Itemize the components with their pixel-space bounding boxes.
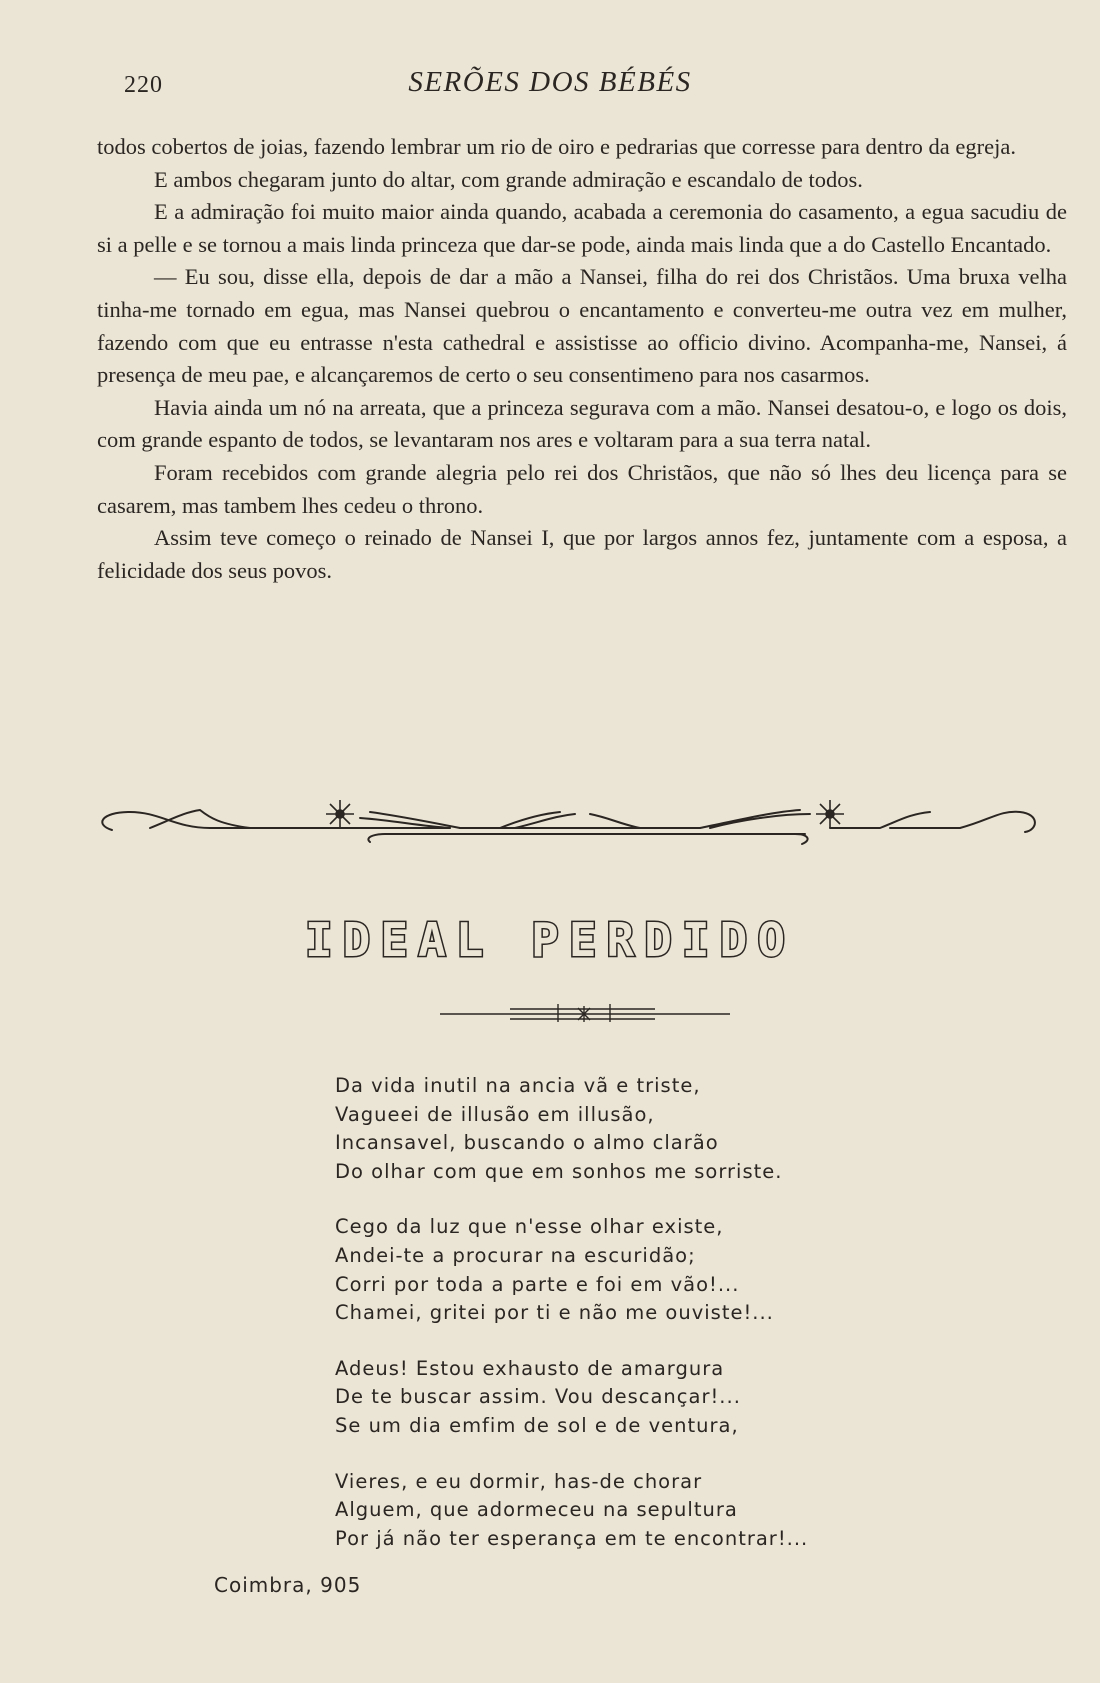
verse-line: De te buscar assim. Vou descançar!... [335, 1385, 741, 1409]
page-number: 220 [124, 72, 163, 98]
verse-line: Do olhar com que em sonhos me sorriste. [335, 1159, 783, 1183]
running-head [0, 66, 1100, 106]
stanza [335, 1072, 808, 1186]
stanza [335, 1355, 808, 1441]
verse-line: Vagueei de illusão em illusão, [335, 1102, 655, 1126]
running-title: SERÕES DOS BÉBÉS [408, 66, 692, 98]
flourish-divider-icon [0, 790, 1100, 890]
paragraph: — Eu sou, disse ella, depois de dar a mão a Nansei, filha do rei dos Christãos. Uma bruxa velha tinha-me tornado em egua, mas Nansei quebrou o encantamento e converteu-me outra vez em mulher, fazendo com que eu entrasse n'esta cathedral e assistisse ao officio divino. Acompanha-me, Nansei, á presença de meu pae, e alcançaremos de certo o seu consentimeno para nos casarmos. [97, 264, 1067, 388]
paragraph: todos cobertos de joias, fazendo lembrar um rio de oiro e pedrarias que corresse para dentro da egreja. [97, 134, 1016, 159]
paragraph: E ambos chegaram junto do altar, com grande admiração e escandalo de todos. [154, 166, 863, 192]
poem-place-date: Coimbra, 905 [214, 1573, 362, 1597]
verse-line: Da vida inutil na ancia vã e triste, [335, 1074, 701, 1097]
paragraph: Havia ainda um nó na arreata, que a princeza segurava com a mão. Nansei desatou-o, e logo os dois, com grande espanto de todos, se levantaram nos ares e voltaram para a sua terra natal. [97, 394, 1067, 453]
verse-line: Vieres, e eu dormir, has-de chorar [335, 1469, 703, 1493]
paragraph: Assim teve começo o reinado de Nansei I, que por largos annos fez, juntamente com a esposa, a felicidade dos seus povos. [97, 525, 1067, 583]
verse-line: Adeus! Estou exhausto de amargura [335, 1356, 725, 1380]
verse-line: Cego da luz que n'esse olhar existe, [335, 1215, 724, 1239]
verse-line: Alguem, que adormeceu na sepultura [335, 1498, 738, 1522]
story-text [97, 131, 1067, 587]
stanza [335, 1213, 808, 1327]
poem-title [0, 912, 1100, 972]
verse-line: Incansavel, buscando o almo clarão [335, 1131, 719, 1155]
stanza [335, 1468, 808, 1554]
paragraph: Foram recebidos com grande alegria pelo rei dos Christãos, que não só lhes deu licença para se casarem, mas tambem lhes cedeu o throno. [97, 459, 1067, 518]
verse-line: Por já não ter esperança em te encontrar!... [335, 1526, 809, 1550]
verse-line: Se um dia emfim de sol e de ventura, [335, 1413, 739, 1437]
poem-body [335, 1072, 808, 1580]
verse-line: Corri por toda a parte e foi em vão!... [335, 1272, 740, 1296]
paragraph: E a admiração foi muito maior ainda quando, acabada a ceremonia do casamento, a egua sacudiu de si a pelle e se tornou a mais linda princeza que dar-se pode, ainda mais linda que a do Castello Encantado. [97, 199, 1067, 257]
verse-line: Andei-te a procurar na escuridão; [335, 1243, 696, 1267]
title-rule-ornament-icon [440, 1000, 730, 1024]
poem-title-text: IDEAL PERDIDO [304, 913, 796, 967]
verse-line: Chamei, gritei por ti e não me ouviste!... [335, 1301, 774, 1325]
